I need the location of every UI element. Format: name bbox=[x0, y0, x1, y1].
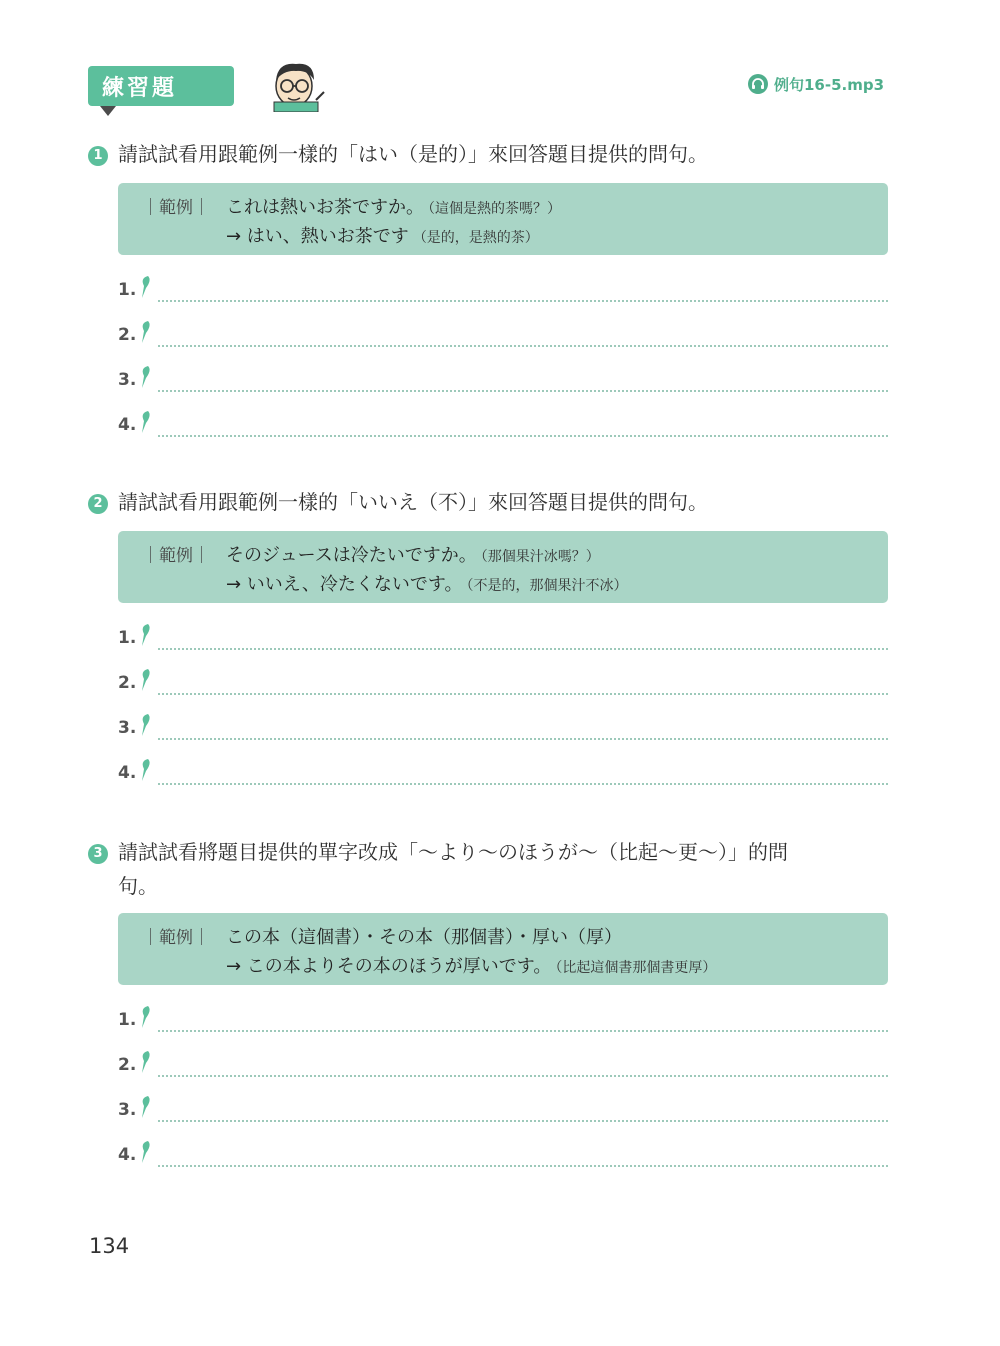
pencil-icon bbox=[138, 712, 152, 738]
example-label: ｜範例｜ bbox=[142, 928, 210, 948]
answer-line[interactable]: 2. bbox=[118, 321, 888, 351]
pencil-icon bbox=[138, 757, 152, 783]
section-number-badge: 2 bbox=[88, 494, 108, 514]
audio-file-tag[interactable] bbox=[748, 73, 884, 95]
exercise-badge bbox=[88, 66, 234, 106]
example-question: この本（這個書）・その本（那個書）・厚い（厚） bbox=[226, 927, 622, 948]
pencil-icon bbox=[138, 409, 152, 435]
answer-line[interactable]: 4. bbox=[118, 759, 888, 789]
example-answer: → はい、熱いお茶です （是的，是熱的茶） bbox=[226, 226, 539, 247]
mascot-icon bbox=[264, 56, 326, 112]
answer-line[interactable]: 2. bbox=[118, 669, 888, 699]
answer-line[interactable]: 1. bbox=[118, 276, 888, 306]
example-question: これは熱いお茶ですか。 （這個是熱的茶嗎？） bbox=[226, 197, 561, 218]
section-1-instruction bbox=[88, 137, 708, 171]
section-2-instruction bbox=[88, 485, 708, 519]
instruction-text: 請試試看用跟範例一樣的「はい（是的）」來回答題目提供的問句。 bbox=[118, 142, 708, 166]
pencil-icon bbox=[138, 1139, 152, 1165]
instruction-text: 請試試看用跟範例一樣的「いいえ（不）」來回答題目提供的問句。 bbox=[118, 490, 708, 514]
answer-line[interactable]: 1. bbox=[118, 624, 888, 654]
instruction-text: 請試試看將題目提供的單字改成「～より～のほうが～（比起～更～）」的問 bbox=[118, 840, 788, 864]
exercise-title: 練習題 bbox=[102, 76, 178, 101]
pencil-icon bbox=[138, 319, 152, 345]
audio-file-name: 例句16-5.mp3 bbox=[774, 75, 885, 94]
section-3-instruction bbox=[88, 835, 788, 903]
page-number: 134 bbox=[89, 1234, 130, 1258]
headphones-icon bbox=[748, 74, 768, 94]
instruction-text-continued: 句。 bbox=[118, 874, 158, 898]
badge-tail bbox=[100, 106, 116, 116]
example-answer: → この本よりその本のほうが厚いです。 （比起這個書那個書更厚） bbox=[226, 956, 717, 977]
answer-line[interactable]: 4. bbox=[118, 411, 888, 441]
pencil-icon bbox=[138, 1049, 152, 1075]
example-label: ｜範例｜ bbox=[142, 198, 210, 218]
section-1-example-box bbox=[118, 183, 888, 255]
pencil-icon bbox=[138, 274, 152, 300]
answer-line[interactable]: 3. bbox=[118, 366, 888, 396]
pencil-icon bbox=[138, 1004, 152, 1030]
answer-line[interactable]: 3. bbox=[118, 714, 888, 744]
pencil-icon bbox=[138, 667, 152, 693]
section-3-example-box bbox=[118, 913, 888, 985]
pencil-icon bbox=[138, 364, 152, 390]
answer-line[interactable]: 3. bbox=[118, 1096, 888, 1126]
example-question: そのジュースは冷たいですか。 （那個果汁冰嗎？） bbox=[226, 545, 600, 566]
pencil-icon bbox=[138, 622, 152, 648]
example-label: ｜範例｜ bbox=[142, 546, 210, 566]
example-answer: → いいえ、冷たくないです。 （不是的，那個果汁不冰） bbox=[226, 574, 628, 595]
pencil-icon bbox=[138, 1094, 152, 1120]
section-number-badge: 3 bbox=[88, 844, 108, 864]
answer-line[interactable]: 2. bbox=[118, 1051, 888, 1081]
answer-line[interactable]: 1. bbox=[118, 1006, 888, 1036]
answer-line[interactable]: 4. bbox=[118, 1141, 888, 1171]
section-number-badge: 1 bbox=[88, 146, 108, 166]
section-2-example-box bbox=[118, 531, 888, 603]
